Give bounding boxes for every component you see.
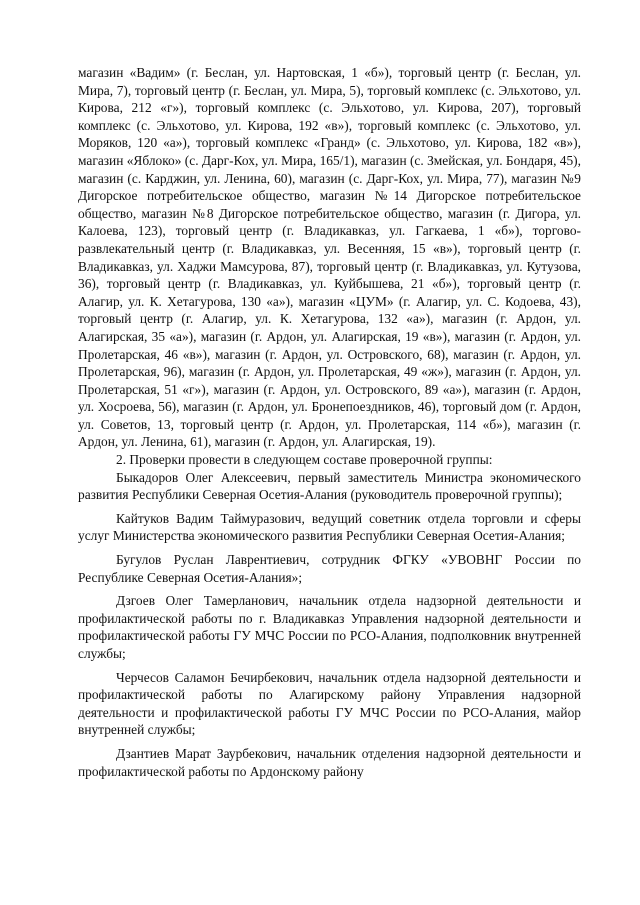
member-paragraph: Бугулов Руслан Лаврентиевич, сотрудник ФГКУ «УВОВНГ России по Республике Северная Осетия-Алания»;	[78, 552, 581, 585]
document-body	[78, 64, 581, 780]
item-2-heading: 2. Проверки провести в следующем составе проверочной группы:	[116, 452, 493, 468]
member-paragraph: Кайтуков Вадим Таймуразович, ведущий советник отдела торговли и сферы услуг Министерства экономического развития Республики Северная Осетия-Алания;	[78, 510, 581, 544]
member-paragraph: Черчесов Саламон Бечирбекович, начальник отдела надзорной деятельности и профилактической работы по Алагирскому району Управления надзорной деятельности и профилактической работы ГУ МЧС России по РСО-Алания, майор внутренней службы;	[78, 669, 581, 738]
member-paragraph: Быкадоров Олег Алексеевич, первый заместитель Министра экономического развития Республики Северная Осетия-Алания (руководитель проверочной группы);	[78, 469, 581, 503]
member-paragraph: Дзгоев Олег Тамерланович, начальник отдела надзорной деятельности и профилактической работы по г. Владикавказ Управления надзорной деятельности и профилактической работы ГУ МЧС России по РСО-Алания, подполковник внутренней службы;	[78, 593, 581, 661]
store-list-paragraph: магазин «Вадим» (г. Беслан, ул. Нартовская, 1 «б»), торговый центр (г. Беслан, ул. Мира, 7), торговый центр (г. Беслан, ул. Мира, 5), торговый комплекс (с. Эльхотово, ул. Кирова, 212 «г»), торговый комплекс (с. Эльхотово, ул. Кирова, 207), торговый комплекс (с. Эльхотово, ул. Кирова, 192 «в»), торговый комплекс (с. Эльхотово, ул. Моряков, 120 «а»), торговый комплекс «Гранд» (с. Эльхотово, ул. Кирова, 182 «в»), магазин «Яблоко» (с. Дарг-Кох, ул. Мира, 165/1), магазин (с. Змейская, ул. Бондаря, 45), магазин (с. Карджин, ул. Ленина, 60), магазин (с. Дарг-Кох, ул. Мира, 77), магазин №9 Дигорское потребительское общество, магазин №14 Дигорское потребительское общество, магазин №8 Дигорское потребительское общество, магазин (г. Дигора, ул. Калоева, 123), торговый центр (г. Владикавказ, ул. Гагкаева, 1 «б»), торгово-развлекательный центр (г. Владикавказ, ул. Весенняя, 15 «в»), торговый центр (г. Владикавказ, ул. Хаджи Мамсурова, 87), торговый центр (г. Владикавказ, ул. Кутузова, 36), торговый центр (г. Владикавказ, ул. Куйбышева, 21 «б»), торговый центр (г. Алагир, ул. К. Хетагурова, 130 «а»), магазин «ЦУМ» (г. Алагир, ул. С. Кодоева, 43), торговый центр (г. Алагир, ул. К. Хетагурова, 132 «а»), магазин (г. Ардон, ул. Алагирская, 35 «а»), магазин (г. Ардон, ул. Алагирская, 19 «в»), магазин (г. Ардон, ул. Пролетарская, 46 «в»), магазин (г. Ардон, ул. Островского, 68), магазин (г. Ардон, ул. Пролетарская, 96), магазин (г. Ардон, ул. Пролетарская, 49 «ж»), магазин (г. Ардон, ул. Пролетарская, 51 «г»), магазин (г. Ардон, ул. Островского, 89 «а»), магазин (г. Ардон, ул. Хосроева, 56), магазин (г. Ардон, ул. Бронепоездников, 46), торговый дом (г. Ардон, ул. Советов, 13, торговый центр (г. Ардон, ул. Пролетарская, 114 «б»), магазин (г. Ардон, ул. Ленина, 61), магазин (г. Ардон, ул. Алагирская, 19).	[78, 65, 581, 450]
member-paragraph: Дзантиев Марат Заурбекович, начальник отделения надзорной деятельности и профилактической работы по Ардонскому району	[78, 745, 581, 779]
